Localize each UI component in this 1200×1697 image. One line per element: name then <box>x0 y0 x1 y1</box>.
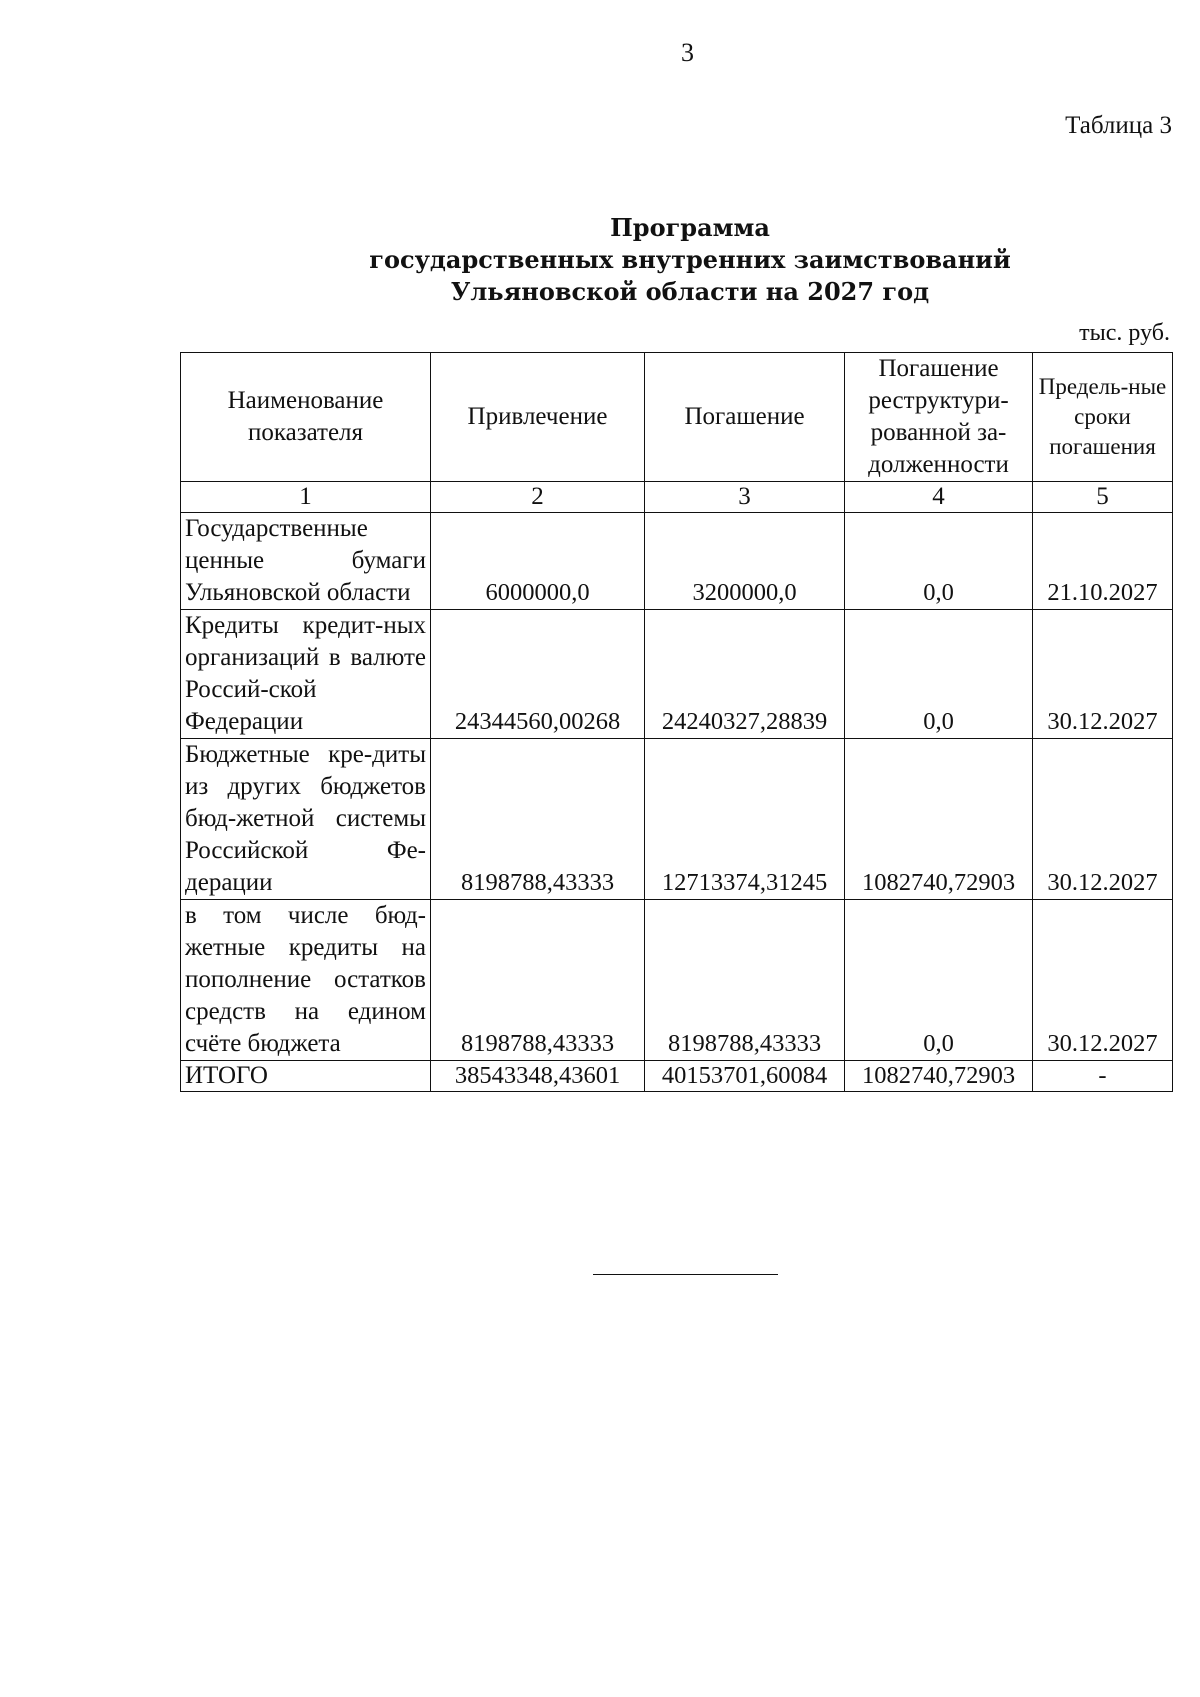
total-row <box>181 1061 1173 1092</box>
column-number: 3 <box>645 482 845 513</box>
deadline-value: 30.12.2027 <box>1033 900 1173 1061</box>
total-label: ИТОГО <box>181 1061 431 1092</box>
attraction-value: 8198788,43333 <box>431 739 645 900</box>
total-repayment: 40153701,60084 <box>645 1061 845 1092</box>
row-name: Кредиты кредит-ных организаций в валюте Россий-ской Федерации <box>181 610 431 739</box>
row-name: Государственные ценные бумаги Ульяновской области <box>181 513 431 610</box>
repayment-value: 8198788,43333 <box>645 900 845 1061</box>
repayment-value: 3200000,0 <box>645 513 845 610</box>
table-caption: Таблица 3 <box>1065 112 1172 139</box>
unit-label: тыс. руб. <box>1079 320 1170 346</box>
header-indicator-name: Наименование показателя <box>181 353 431 482</box>
deadline-value: 30.12.2027 <box>1033 610 1173 739</box>
title-line-2: государственных внутренних заимствований <box>369 245 1011 274</box>
table-row <box>181 900 1173 1061</box>
title-line-1: Программа <box>610 213 770 242</box>
column-number: 4 <box>845 482 1033 513</box>
deadline-value: 21.10.2027 <box>1033 513 1173 610</box>
restructured-repayment-value: 0,0 <box>845 513 1033 610</box>
document-title <box>340 212 1040 308</box>
borrowing-table <box>180 352 1173 1092</box>
header-repayment: Погашение <box>645 353 845 482</box>
end-separator-line <box>593 1274 778 1275</box>
repayment-value: 24240327,28839 <box>645 610 845 739</box>
row-name: Бюджетные кре-диты из других бюджетов бюд-жетной системы Российской Фе-дерации <box>181 739 431 900</box>
attraction-value: 24344560,00268 <box>431 610 645 739</box>
header-attraction: Привлечение <box>431 353 645 482</box>
total-deadline: - <box>1033 1061 1173 1092</box>
total-restructured-repayment: 1082740,72903 <box>845 1061 1033 1092</box>
table-row <box>181 610 1173 739</box>
header-restructured-repayment: Погашение реструктури-рованной за-долженности <box>845 353 1033 482</box>
header-deadline: Предель-ные сроки погашения <box>1033 353 1173 482</box>
page-number: 3 <box>681 38 694 67</box>
column-number: 1 <box>181 482 431 513</box>
column-number: 5 <box>1033 482 1173 513</box>
attraction-value: 8198788,43333 <box>431 900 645 1061</box>
header-row <box>181 353 1173 482</box>
restructured-repayment-value: 0,0 <box>845 610 1033 739</box>
row-name: в том числе бюд-жетные кредиты на пополнение остатков средств на едином счёте бюджета <box>181 900 431 1061</box>
table-row <box>181 513 1173 610</box>
repayment-value: 12713374,31245 <box>645 739 845 900</box>
table-row <box>181 739 1173 900</box>
column-number-row <box>181 482 1173 513</box>
restructured-repayment-value: 0,0 <box>845 900 1033 1061</box>
restructured-repayment-value: 1082740,72903 <box>845 739 1033 900</box>
column-number: 2 <box>431 482 645 513</box>
deadline-value: 30.12.2027 <box>1033 739 1173 900</box>
total-attraction: 38543348,43601 <box>431 1061 645 1092</box>
attraction-value: 6000000,0 <box>431 513 645 610</box>
title-line-3: Ульяновской области на 2027 год <box>450 277 930 306</box>
